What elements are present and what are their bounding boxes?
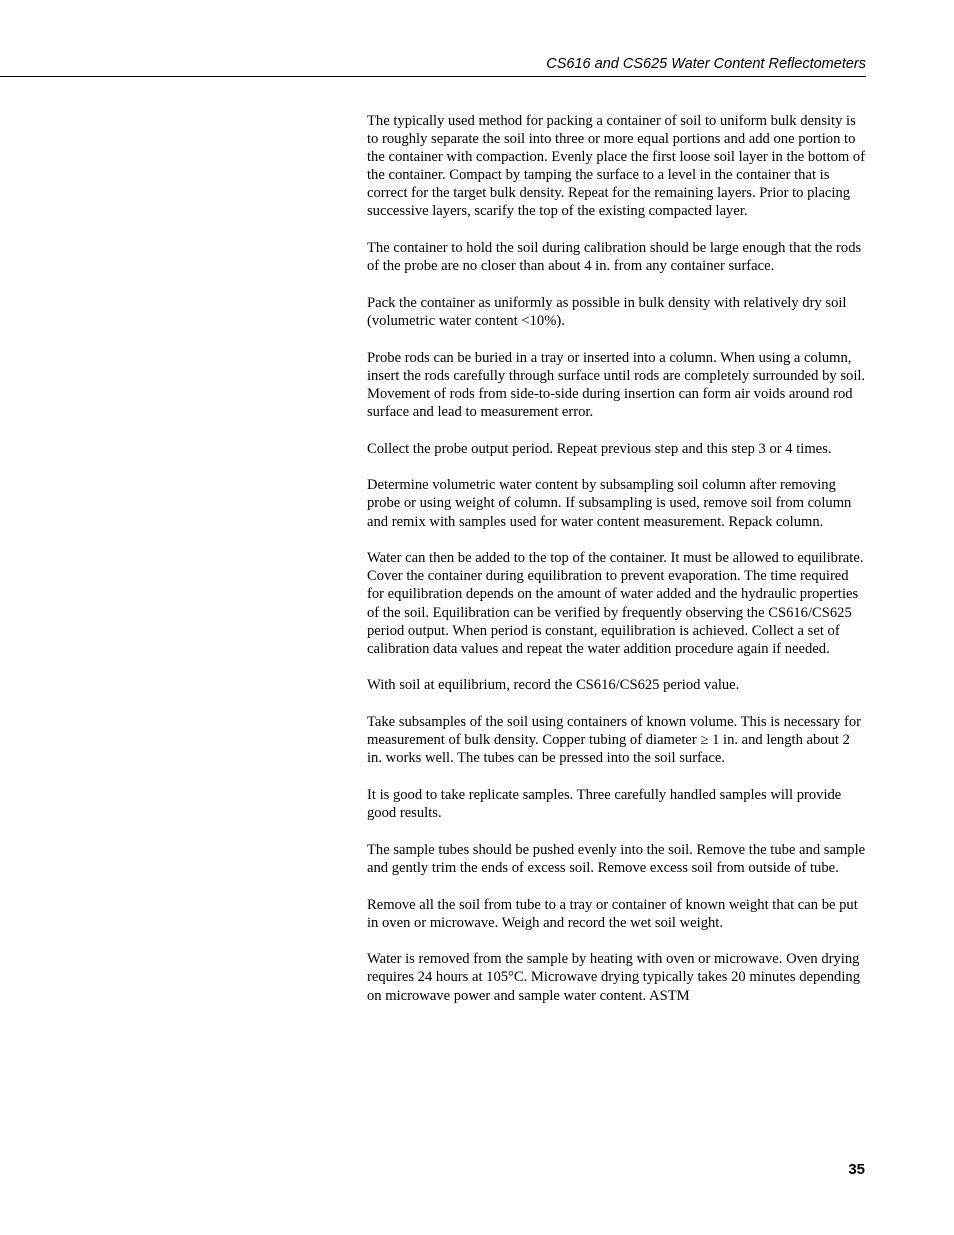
body-text: [367, 112, 867, 1023]
paragraph-pack-uniformly: Pack the container as uniformly as possible in bulk density with relatively dry soil (volumetric water content <10%).: [367, 294, 847, 330]
paragraph-collect-output: Collect the probe output period. Repeat previous step and this step 3 or 4 times.: [367, 440, 832, 457]
page-number: 35: [848, 1161, 865, 1178]
paragraph-probe-rods: Probe rods can be buried in a tray or inserted into a column. When using a column, insert the rods carefully through surface until rods are completely surrounded by soil. Movement of rods from side-to-side during insertion can form air voids around rod surface and lead to measurement error.: [367, 349, 866, 420]
paragraph-add-water: Water can then be added to the top of the container. It must be allowed to equilibrate. Cover the container during equilibration to prevent evaporation. The time required for equilibration depends on the amount of water added and the hydraulic properties of the soil. Equilibration can be verified by frequently observing the CS616/CS625 period output. When period is constant, equilibration is achieved. Collect a set of calibration data values and repeat the water addition procedure again if needed.: [367, 550, 864, 657]
paragraph-subsamples: Take subsamples of the soil using containers of known volume. This is necessary for measurement of bulk density. Copper tubing of diameter ≥ 1 in. and length about 2 in. works well. The tubes can be pressed into the soil surface.: [367, 714, 861, 767]
paragraph-drying: Water is removed from the sample by heating with oven or microwave. Oven drying requires 24 hours at 105°C. Microwave drying typically takes 20 minutes depending on microwave power and sample water content. ASTM: [367, 951, 861, 1004]
page-header: [0, 0, 866, 77]
paragraph-container-size: The container to hold the soil during calibration should be large enough that the rods of the probe are no closer than about 4 in. from any container surface.: [367, 240, 862, 275]
paragraph-record-period: With soil at equilibrium, record the CS616/CS625 period value.: [367, 677, 740, 694]
paragraph-replicate-samples: It is good to take replicate samples. Three carefully handled samples will provide good results.: [367, 786, 842, 822]
header-title: CS616 and CS625 Water Content Reflectometers: [546, 56, 866, 72]
paragraph-sample-tubes: The sample tubes should be pushed evenly into the soil. Remove the tube and sample and gently trim the ends of excess soil. Remove excess soil from outside of tube.: [367, 841, 866, 876]
paragraph-determine-water-content: Determine volumetric water content by subsampling soil column after removing probe or using weight of column. If subsampling is used, remove soil from column and remix with samples used for water content measurement. Repack column.: [367, 477, 852, 530]
paragraph-remove-soil: Remove all the soil from tube to a tray or container of known weight that can be put in oven or microwave. Weigh and record the wet soil weight.: [367, 896, 858, 931]
paragraph-packing-method: The typically used method for packing a container of soil to uniform bulk density is to roughly separate the soil into three or more equal portions and add one portion to the container with compaction. Evenly place the first loose soil layer in the bottom of the container. Compact by tamping the surface to a level in the container that is correct for the target bulk density. Repeat for the remaining layers. Prior to placing successive layers, scarify the top of the existing compacted layer.: [367, 113, 866, 220]
